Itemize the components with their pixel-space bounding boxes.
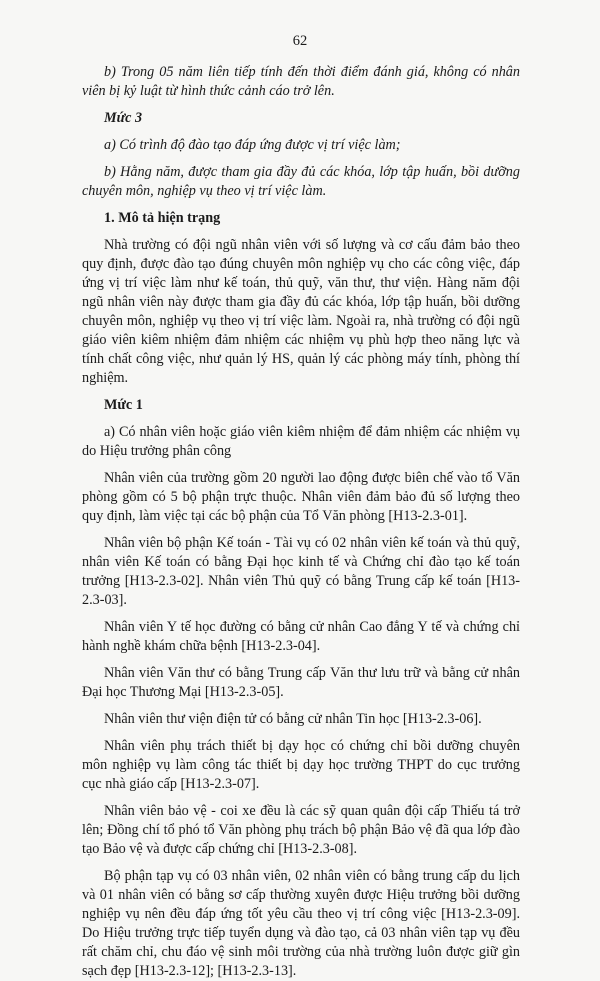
page-number: 62 [292, 33, 308, 49]
heading-muc-3: Mức 3 [104, 110, 143, 126]
paragraph: Nhà trường có đội ngũ nhân viên với số lượng và cơ cấu đảm bảo theo quy định, được đào tạo đúng chuyên môn nghiệp vụ cho các công việc, đáp ứng vị trí việc làm như kế toán, thủ quỹ, văn thư, thư viện. Hàng năm đội ngũ nhân viên này được tham gia đầy đủ các khóa, lớp tập huấn, bồi dưỡng chuyên môn, nghiệp vụ theo vị trí việc làm. Ngoài ra, nhà trường có đội ngũ giáo viên kiêm nhiệm đảm nhiệm các nhiệm vụ phù hợp theo năng lực và tính chất công việc, như quản lý HS, quản lý các phòng máy tính, phòng thí nghiệm. [82, 237, 520, 386]
paragraph: Nhân viên Y tế học đường có bằng cử nhân Cao đẳng Y tế và chứng chỉ hành nghề khám chữa bệnh [H13-2.3-04]. [82, 619, 520, 654]
paragraph: Nhân viên bảo vệ - coi xe đều là các sỹ quan quân đội cấp Thiếu tá trở lên; Đồng chí tổ phó tổ Văn phòng phụ trách bộ phận Bảo vệ đã qua lớp đào tạo Bảo vệ và được cấp chứng chỉ [H13-2.3-08]. [82, 803, 520, 857]
heading-muc-1: Mức 1 [104, 397, 143, 413]
paragraph: b) Trong 05 năm liên tiếp tính đến thời điểm đánh giá, không có nhân viên bị kỷ luật từ hình thức cảnh cáo trở lên. [82, 64, 520, 99]
paragraph: Nhân viên Văn thư có bằng Trung cấp Văn thư lưu trữ và bằng cử nhân Đại học Thương Mại [H13-2.3-05]. [82, 665, 520, 700]
paragraph: Nhân viên phụ trách thiết bị dạy học có chứng chỉ bồi dưỡng chuyên môn nghiệp vụ làm công tác thiết bị dạy học trường THPT do cục trưởng cục nhà giáo cấp [H13-2.3-07]. [82, 738, 520, 792]
paragraph: Nhân viên thư viện điện tử có bằng cử nhân Tin học [H13-2.3-06]. [104, 711, 482, 727]
paragraph: Nhân viên bộ phận Kế toán - Tài vụ có 02 nhân viên kế toán và thủ quỹ, nhân viên Kế toán có bằng Đại học kinh tế và Chứng chỉ đào tạo kế toán trưởng [H13-2.3-02]. Nhân viên Thủ quỹ có bằng Trung cấp kế toán [H13-2.3-03]. [82, 535, 520, 608]
paragraph: a) Có trình độ đào tạo đáp ứng được vị trí việc làm; [104, 137, 401, 153]
paragraph: Bộ phận tạp vụ có 03 nhân viên, 02 nhân viên có bằng trung cấp du lịch và 01 nhân viên có bằng sơ cấp thường xuyên được Hiệu trưởng bồi dưỡng nghiệp vụ nên đều đáp ứng tốt yêu cầu theo vị trí công việc [H13-2.3-09]. Do Hiệu trưởng trực tiếp tuyển dụng và đào tạo, cả 03 nhân viên tạp vụ đều rất chăm chỉ, chu đáo vệ sinh môi trường của nhà trường luôn được giữ gìn sạch đẹp [H13-2.3-12]; [H13-2.3-13]. [82, 868, 520, 979]
document-body [82, 63, 520, 981]
paragraph: a) Có nhân viên hoặc giáo viên kiêm nhiệm để đảm nhiệm các nhiệm vụ do Hiệu trưởng phân công [82, 424, 520, 459]
paragraph: b) Hằng năm, được tham gia đầy đủ các khóa, lớp tập huấn, bồi dưỡng chuyên môn, nghiệp vụ theo vị trí việc làm. [82, 164, 520, 199]
paragraph: Nhân viên của trường gồm 20 người lao động được biên chế vào tổ Văn phòng gồm có 5 bộ phận trực thuộc. Nhân viên đảm bảo đủ số lượng theo quy định, làm việc tại các bộ phận của Tổ Văn phòng [H13-2.3-01]. [82, 470, 520, 524]
heading-section-1: 1. Mô tả hiện trạng [104, 210, 221, 226]
